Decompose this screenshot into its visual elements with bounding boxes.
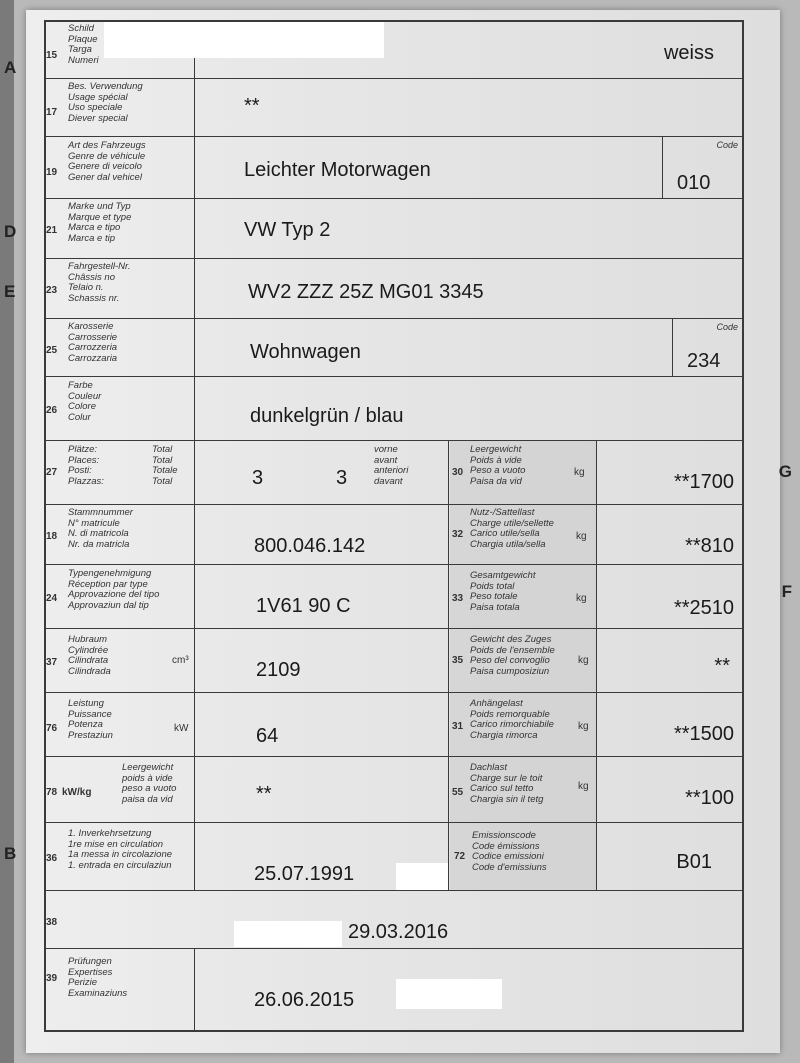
unit-kw: kW [174, 723, 189, 734]
vehicle-type-code: 010 [677, 172, 711, 194]
body-type-value: Wohnwagen [250, 341, 361, 363]
unit-kg: kg [578, 781, 589, 792]
field-number: 38 [46, 917, 58, 928]
row-37-displacement [44, 628, 744, 692]
page-edge [0, 0, 17, 1063]
special-use-value: ** [244, 95, 260, 117]
master-number-value: 800.046.142 [254, 535, 366, 557]
unit-cm3: cm³ [172, 655, 189, 666]
code-label: Code [716, 322, 738, 332]
row-21-make-model [44, 198, 744, 258]
side-letter-d: D [4, 222, 17, 241]
field-labels: Schild Plaque Targa Numeri [68, 23, 99, 66]
redacted-block [234, 921, 342, 947]
field-labels: Art des Fahrzeugs Genre de véhicule Genere di veicolo Gener dal vehicel [68, 140, 146, 183]
side-letter-b: B [4, 844, 17, 863]
field-number: 36 [46, 853, 58, 864]
field-number: 78 [46, 787, 58, 798]
roof-load-value: **100 [685, 787, 734, 809]
field-number: 17 [46, 107, 58, 118]
row-26-color [44, 376, 744, 440]
vehicle-type-code-box [662, 137, 744, 199]
payload-value: **810 [685, 535, 734, 557]
unit-kg: kg [578, 655, 589, 666]
row-23-chassis [44, 258, 744, 318]
make-model-value: VW Typ 2 [244, 219, 331, 241]
total-seats-value: 3 [252, 467, 264, 489]
field-labels: 1. Inverkehrsetzung 1re mise en circulation 1a messa in circolazione 1. entrada en circulaziun [68, 828, 173, 871]
vehicle-type-value: Leichter Motorwagen [244, 159, 431, 181]
unit-kw-per-kg: kW/kg [62, 787, 92, 798]
row-24-type-approval [44, 564, 744, 628]
inspection-date-value: 26.06.2015 [254, 989, 355, 1011]
field-labels: Leergewicht Poids à vide Peso a vuoto Paisa da vid [470, 444, 526, 487]
field-number: 39 [46, 973, 58, 984]
redacted-block [396, 863, 448, 891]
row-15-plate [44, 20, 744, 78]
row-18-master-number [44, 504, 744, 564]
field-labels: Marke und Typ Marque et type Marca e tipo Marca e tip [68, 201, 132, 244]
field-labels: Fahrgestell-Nr. Châssis no Telaio n. Schassis nr. [68, 261, 131, 304]
plate-color-value: weiss [663, 42, 714, 64]
redacted-plate [104, 22, 384, 58]
field-number: 55 [452, 787, 464, 798]
field-labels: Nutz-/Sattellast Charge utile/sellette Carico utile/sella Chargia utila/sella [470, 507, 554, 550]
field-labels: Typengenehmigung Réception par type Approvazione del tipo Approvaziun dal tip [68, 568, 160, 611]
unit-kg: kg [574, 467, 585, 478]
field-labels: Leistung Puissance Potenza Prestaziun [68, 698, 113, 741]
field-labels: Farbe Couleur Colore Colur [68, 380, 102, 423]
first-registration-value: 25.07.1991 [254, 863, 355, 885]
side-letter-a: A [4, 58, 17, 77]
field-number: 30 [452, 467, 464, 478]
emission-code-value: B01 [676, 851, 712, 873]
row-19-vehicle-type [44, 136, 744, 198]
row-25-body [44, 318, 744, 376]
field-number: 72 [454, 851, 466, 862]
total-labels: Total Total Totale Total [152, 444, 178, 487]
field-number: 18 [46, 531, 58, 542]
row-38-date [44, 890, 744, 948]
unit-kg: kg [576, 531, 587, 542]
field-labels: Hubraum Cylindrée Cilindrata Cilindrada [68, 634, 111, 677]
body-code-box [672, 319, 744, 377]
field-labels: Prüfungen Expertises Perizie Examinaziuns [68, 956, 128, 999]
field-labels: Gewicht des Zuges Poids de l'ensemble Peso del convoglio Paisa cumposiziun [470, 634, 555, 677]
power-value: 64 [256, 725, 279, 747]
body-code: 234 [687, 350, 721, 372]
redacted-block [396, 979, 502, 1009]
front-seats-value: 3 [336, 467, 348, 489]
row-39-inspections [44, 948, 744, 1032]
field-number: 24 [46, 593, 58, 604]
field-number: 25 [46, 345, 58, 356]
field-number: 33 [452, 593, 464, 604]
field-number: 37 [46, 657, 58, 668]
row-38-date-value: 29.03.2016 [348, 921, 449, 943]
code-label: Code [716, 140, 738, 150]
row-17-special-use [44, 78, 744, 136]
row-76-power [44, 692, 744, 756]
empty-weight-value: **1700 [673, 471, 734, 493]
field-number: 19 [46, 167, 58, 178]
front-labels: vorne avant anteriori davant [374, 444, 409, 487]
color-value: dunkelgrün / blau [250, 405, 404, 427]
side-letter-g: G [778, 462, 792, 481]
row-36-first-registration [44, 822, 744, 890]
side-letter-e: E [4, 282, 16, 301]
unit-kg: kg [576, 593, 587, 604]
field-labels: Gesamtgewicht Poids total Peso totale Paisa totala [470, 570, 536, 613]
train-weight-value: ** [714, 655, 730, 677]
unit-kg: kg [578, 721, 589, 732]
field-number: 27 [46, 467, 58, 478]
type-approval-value: 1V61 90 C [256, 595, 351, 617]
field-number: 15 [46, 50, 58, 61]
field-labels: Anhängelast Poids remorquable Carico rimorchiabile Chargia rimorca [470, 698, 554, 741]
field-number: 26 [46, 405, 58, 416]
displacement-value: 2109 [256, 659, 301, 681]
field-labels: Bes. Verwendung Usage spécial Uso speciale Diever special [68, 81, 143, 124]
field-number: 35 [452, 655, 464, 666]
field-number: 21 [46, 225, 58, 236]
field-labels: Stammnummer N° matricule N. di matricola Nr. da matricla [68, 507, 133, 550]
side-letter-f: F [781, 582, 792, 601]
field-labels: Dachlast Charge sur le toit Carico sul tetto Chargia sin il tetg [470, 762, 544, 805]
row-27-seats [44, 440, 744, 504]
chassis-number-value: WV2 ZZZ 25Z MG01 3345 [248, 281, 484, 303]
field-number: 23 [46, 285, 58, 296]
field-number: 76 [46, 723, 58, 734]
field-number: 32 [452, 529, 464, 540]
field-labels: Leergewicht poids à vide peso a vuoto paisa da vid [122, 762, 177, 805]
row-78-power-weight [44, 756, 744, 822]
field-number: 31 [452, 721, 464, 732]
power-weight-value: ** [256, 783, 272, 805]
field-labels: Emissionscode Code émissions Codice emissioni Code d'emissiuns [472, 830, 547, 873]
field-labels: Plätze: Places: Posti: Plazzas: [68, 444, 104, 487]
trailer-load-value: **1500 [673, 723, 734, 745]
gross-weight-value: **2510 [673, 597, 734, 619]
field-labels: Karosserie Carrosserie Carrozzeria Carrozzaria [68, 321, 118, 364]
